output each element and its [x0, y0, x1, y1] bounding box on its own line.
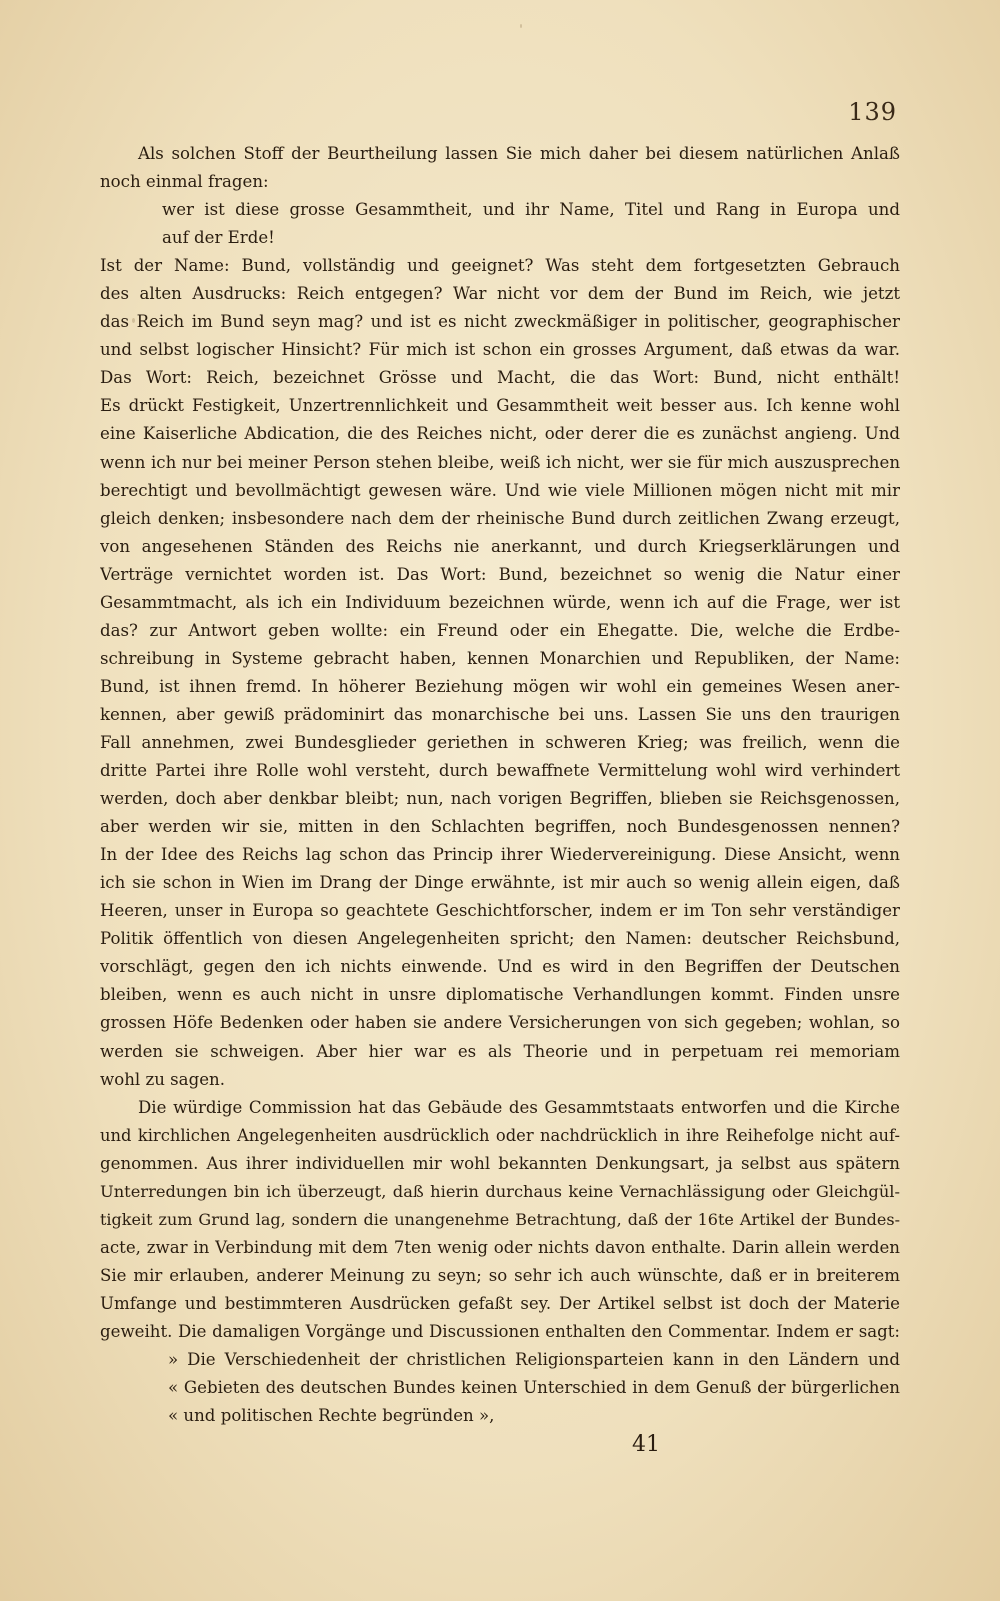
text-line: wenn ich nur bei meiner Person stehen bleibe, weiß ich nicht, wer sie für mich auszusprechen [100, 452, 900, 472]
text-line: Ist der Name: Bund, vollständig und geeignet? Was steht dem fortgesetzten Gebrauch [100, 256, 900, 276]
text-line: Heeren, unser in Europa so geachtete Geschichtforscher, indem er im Ton sehr verständiger [100, 901, 900, 921]
text-line: noch einmal fragen: [100, 172, 269, 192]
text-line: Verträge vernichtet worden ist. Das Wort: Bund, bezeichnet so wenig die Natur einer [100, 564, 900, 584]
text-line: Gesammtmacht, als ich ein Individuum bezeichnen würde, wenn ich auf die Frage, wer ist [100, 592, 900, 612]
text-line: vorschlägt, gegen den ich nichts einwende. Und es wird in den Begriffen der Deutschen [100, 957, 900, 977]
text-line: von angesehenen Ständen des Reichs nie anerkannt, und durch Kriegserklärungen und [100, 536, 900, 556]
signature-mark: 41 [632, 1432, 660, 1457]
text-line: schreibung in Systeme gebracht haben, kennen Monarchien und Republiken, der Name: [100, 648, 900, 668]
text-line: gleich denken; insbesondere nach dem der rheinische Bund durch zeitlichen Zwang erzeugt, [100, 508, 900, 528]
text-line: das? zur Antwort geben wollte: ein Freund oder ein Ehegatte. Die, welche die Erdbe- [100, 620, 900, 640]
text-line: werden, doch aber denkbar bleibt; nun, nach vorigen Begriffen, blieben sie Reichsgenossen, [100, 789, 900, 809]
page-number: 139 [848, 98, 897, 126]
ink-spot [520, 24, 522, 28]
text-line: Politik öffentlich von diesen Angelegenheiten spricht; den Namen: deutscher Reichsbund, [100, 929, 900, 949]
text-line: bleiben, wenn es auch nicht in unsre diplomatische Verhandlungen kommt. Finden unsre [100, 985, 900, 1005]
text-line: In der Idee des Reichs lag schon das Princip ihrer Wiedervereinigung. Diese Ansicht, wenn [100, 845, 900, 865]
text-line: Umfange und bestimmteren Ausdrücken gefaßt sey. Der Artikel selbst ist doch der Materie [100, 1293, 900, 1313]
text-line: das Reich im Bund seyn mag? und ist es nicht zweckmäßiger in politischer, geographischer [100, 312, 900, 332]
body-text [100, 140, 900, 1430]
text-line: des alten Ausdrucks: Reich entgegen? War nicht vor dem der Bund im Reich, wie jetzt [100, 284, 900, 304]
text-line: « und politischen Rechte begründen », [168, 1406, 495, 1426]
text-line: und kirchlichen Angelegenheiten ausdrücklich oder nachdrücklich in ihre Reihefolge nicht auf- [100, 1125, 900, 1145]
text-line: auf der Erde! [162, 228, 275, 248]
text-line: dritte Partei ihre Rolle wohl versteht, durch bewaffnete Vermittelung wohl wird verhindert [100, 761, 900, 781]
text-line: Die würdige Commission hat das Gebäude des Gesammtstaats entworfen und die Kirche [138, 1097, 900, 1117]
text-line: wohl zu sagen. [100, 1069, 225, 1089]
text-line: Als solchen Stoff der Beurtheilung lassen Sie mich daher bei diesem natürlichen Anlaß [138, 144, 900, 163]
text-line: « Gebieten des deutschen Bundes keinen Unterschied in dem Genuß der bürgerlichen [168, 1378, 900, 1398]
text-line: werden sie schweigen. Aber hier war es als Theorie und in perpetuam rei memoriam [100, 1041, 900, 1061]
text-line: wer ist diese grosse Gesammtheit, und ihr Name, Titel und Rang in Europa und [162, 200, 900, 220]
text-line: acte, zwar in Verbindung mit dem 7ten wenig oder nichts davon enthalte. Darin allein werden [100, 1237, 900, 1257]
text-line: Sie mir erlauben, anderer Meinung zu seyn; so sehr ich auch wünschte, daß er in breiterem [100, 1265, 900, 1285]
text-line: tigkeit zum Grund lag, sondern die unangenehme Betrachtung, daß der 16te Artikel der Bundes- [100, 1209, 900, 1229]
text-line: Fall annehmen, zwei Bundesglieder geriethen in schweren Krieg; was freilich, wenn die [100, 732, 900, 752]
text-line: kennen, aber gewiß prädominirt das monarchische bei uns. Lassen Sie uns den traurigen [100, 704, 900, 724]
text-line: Unterredungen bin ich überzeugt, daß hierin durchaus keine Vernachlässigung oder Gleichgül- [100, 1181, 900, 1201]
text-line: genommen. Aus ihrer individuellen mir wohl bekannten Denkungsart, ja selbst aus spätern [100, 1153, 900, 1173]
text-line: Es drückt Festigkeit, Unzertrennlichkeit und Gesammtheit weit besser aus. Ich kenne wohl [100, 396, 900, 416]
text-line: ich sie schon in Wien im Drang der Dinge erwähnte, ist mir auch so wenig allein eigen, daß [100, 873, 900, 893]
text-line: eine Kaiserliche Abdication, die des Reiches nicht, oder derer die es zunächst angieng. Und [100, 424, 900, 444]
text-line: berechtigt und bevollmächtigt gewesen wäre. Und wie viele Millionen mögen nicht mit mir [100, 480, 900, 500]
text-line: » Die Verschiedenheit der christlichen Religionsparteien kann in den Ländern und [168, 1350, 900, 1370]
text-line: aber werden wir sie, mitten in den Schlachten begriffen, noch Bundesgenossen nennen? [100, 817, 900, 837]
text-line: Das Wort: Reich, bezeichnet Grösse und Macht, die das Wort: Bund, nicht enthält! [100, 368, 900, 388]
text-line: Bund, ist ihnen fremd. In höherer Beziehung mögen wir wohl ein gemeines Wesen aner- [100, 676, 900, 696]
text-line: grossen Höfe Bedenken oder haben sie andere Versicherungen von sich gegeben; wohlan, so [100, 1013, 900, 1033]
text-line: geweiht. Die damaligen Vorgänge und Discussionen enthalten den Commentar. Indem er sagt: [100, 1321, 900, 1341]
text-line: und selbst logischer Hinsicht? Für mich ist schon ein grosses Argument, daß etwas da war. [100, 340, 900, 360]
ink-spot [132, 318, 135, 323]
